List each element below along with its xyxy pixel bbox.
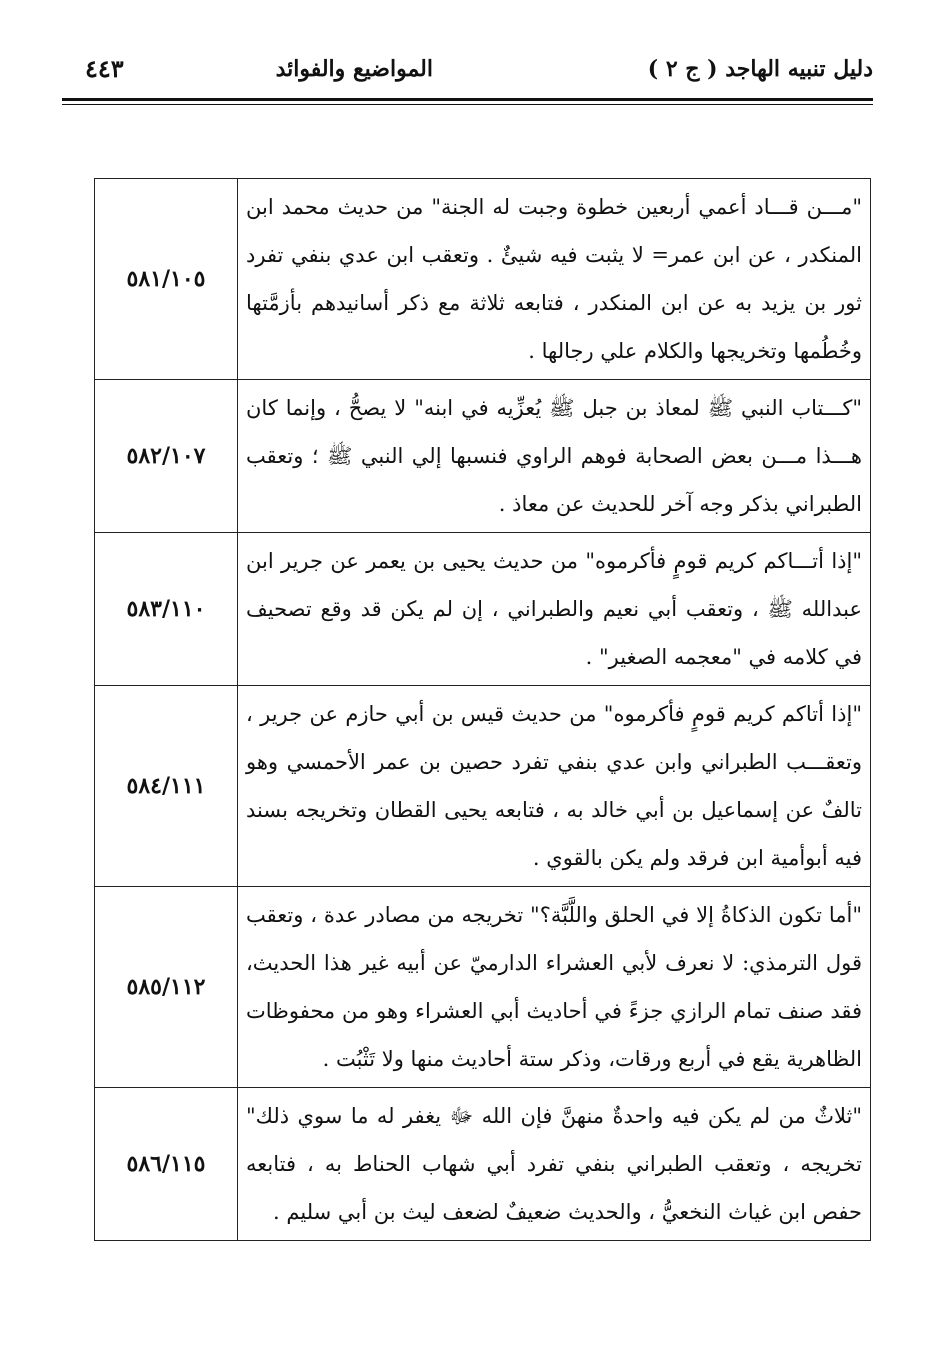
entry-text: "إذا أتـــاكم كريم قومٍ فأكرموه" من حديث يحيى بن يعمر عن جرير ابن عبدالله ﷺ ، وتعقب أبي نعيم والطبراني ، إن لم يكن قد وقع تصحيف في كلامه في "معجمه الصغير" . (238, 533, 871, 686)
table-row (95, 533, 871, 686)
entry-text: "إذا أتاكم كريم قومٍ فأكرموه" من حديث قيس بن أبي حازم عن جرير ، وتعقـــب الطبراني وابن عدي بنفي تفرد حصين بن عمر الأحمسي وهو تالفٌ عن إسماعيل بن أبي خالد به ، فتابعه يحيى القطان وتخريجه بسند فيه أبوأمية ابن فرقد ولم يكن بالقوي . (238, 686, 871, 887)
book-title: دليل تنبيه الهاجد ( ج ٢ ) (647, 56, 873, 82)
table-row (95, 179, 871, 380)
table-row (95, 887, 871, 1088)
entry-reference: ٥٨٦/١١٥ (95, 1088, 238, 1241)
entry-reference: ٥٨٤/١١١ (95, 686, 238, 887)
entry-text: "كـــتاب النبي ﷺ لمعاذ بن جبل ﷺ يُعزِّيه في ابنه" لا يصحُّ ، وإنما كان هـــذا مـــن بعض الصحابة فوهم الراوي فنسبها إلي النبي ﷺ ؛ وتعقب الطبراني بذكر وجه آخر للحديث عن معاذ . (238, 380, 871, 533)
entry-text: "أما تكون الذكاةُ إلا في الحلق واللَّبَّة؟" تخريجه من مصادر عدة ، وتعقب قول الترمذي: لا نعرف لأبي العشراء الدارميّ عن أبيه غير هذا الحديث، فقد صنف تمام الرازي جزءً في أحاديث أبي العشراء وهو من محفوظات الظاهرية يقع في أربع ورقات، وذكر ستة أحاديث منها ولا تَثْبُت . (238, 887, 871, 1088)
entries-table (94, 178, 871, 1241)
page-header (55, 48, 873, 88)
entry-reference: ٥٨١/١٠٥ (95, 179, 238, 380)
entry-text: "ثلاثٌ من لم يكن فيه واحدةٌ منهنَّ فإن الله ﷻ يغفر له ما سوي ذلك" تخريجه ، وتعقب الطبراني بنفي تفرد أبي شهاب الحناط به ، فتابعه حفص ابن غياث النخعيُّ ، والحديث ضعيفٌ لضعف ليث بن أبي سليم . (238, 1088, 871, 1241)
header-rule-thick (62, 98, 873, 101)
header-rule-thin (62, 104, 873, 105)
entry-reference: ٥٨٣/١١٠ (95, 533, 238, 686)
entry-reference: ٥٨٥/١١٢ (95, 887, 238, 1088)
table-row (95, 1088, 871, 1241)
section-title: المواضيع والفوائد (275, 56, 433, 82)
table-row (95, 686, 871, 887)
entry-text: "مـــن قـــاد أعمي أربعين خطوة وجبت له الجنة" من حديث محمد ابن المنكدر ، عن ابن عمر= لا يثبت فيه شيئٌ . وتعقب ابن عدي بنفي تفرد ثور بن يزيد به عن ابن المنكدر ، فتابعه ثلاثة مع ذكر أسانيدهم بأزمَّتها وخُطُمها وتخريجها والكلام علي رجالها . (238, 179, 871, 380)
table-row (95, 380, 871, 533)
page-number: ٤٤٣ (85, 54, 124, 83)
entry-reference: ٥٨٢/١٠٧ (95, 380, 238, 533)
